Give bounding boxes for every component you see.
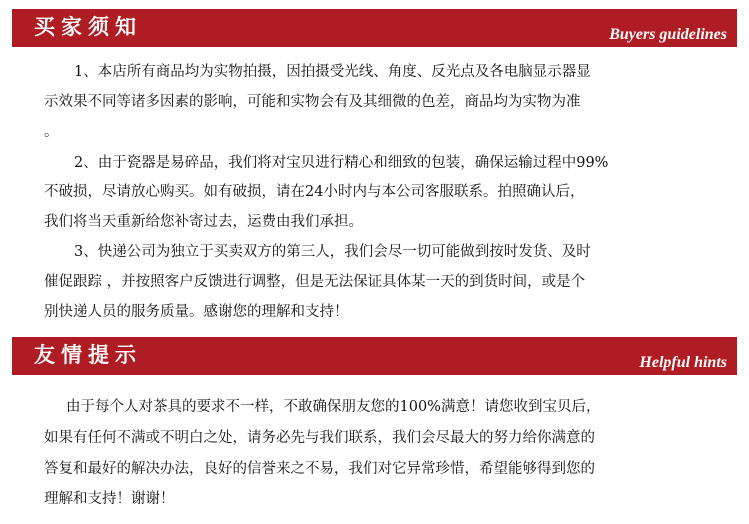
paragraph-line: 1、本店所有商品均为实物拍摄，因拍摄受光线、角度、反光点及各电脑显示器显 bbox=[74, 64, 591, 80]
banner-subtitle: Buyers guidelines bbox=[609, 26, 727, 43]
helpful-hints-banner bbox=[12, 337, 737, 375]
banner-subtitle: Helpful hints bbox=[639, 354, 727, 371]
banner-title: 买家须知 bbox=[34, 14, 142, 39]
paragraph-line: 我们将当天重新给您补寄过去，运费由我们承担。 bbox=[44, 214, 363, 230]
paragraph-line: 如果有任何不满或不明白之处，请务必先与我们联系，我们会尽最大的努力给你满意的 bbox=[44, 430, 595, 446]
buyers-guidelines-banner bbox=[12, 9, 737, 47]
paragraph-line: 不破损，尽请放心购买。如有破损，请在24小时内与本公司客服联系。拍照确认后， bbox=[44, 184, 585, 200]
paragraph-line: 理解和支持！谢谢！ bbox=[44, 491, 175, 507]
paragraph-line: 答复和最好的解决办法，良好的信誉来之不易，我们对它异常珍惜，希望能够得到您的 bbox=[44, 461, 595, 477]
banner-title: 友情提示 bbox=[34, 342, 142, 367]
paragraph-line: 由于每个人对茶具的要求不一样，不敢确保朋友您的100%满意！请您收到宝贝后， bbox=[66, 399, 601, 415]
paragraph-line: 。 bbox=[44, 124, 59, 140]
paragraph-line: 示效果不同等诸多因素的影响，可能和实物会有及其细微的色差，商品均为实物为准 bbox=[44, 94, 581, 110]
paragraph-line: 3、快递公司为独立于买卖双方的第三人，我们会尽一切可能做到按时发货、及时 bbox=[74, 244, 591, 260]
paragraph-line: 别快递人员的服务质量。感谢您的理解和支持！ bbox=[44, 304, 349, 320]
paragraph-line: 2、由于瓷器是易碎品，我们将对宝贝进行精心和细致的包装，确保运输过程中99% bbox=[74, 155, 609, 171]
paragraph-line: 催促跟踪 ，并按照客户反馈进行调整，但是无法保证具体某一天的到货时间，或是个 bbox=[44, 274, 586, 290]
